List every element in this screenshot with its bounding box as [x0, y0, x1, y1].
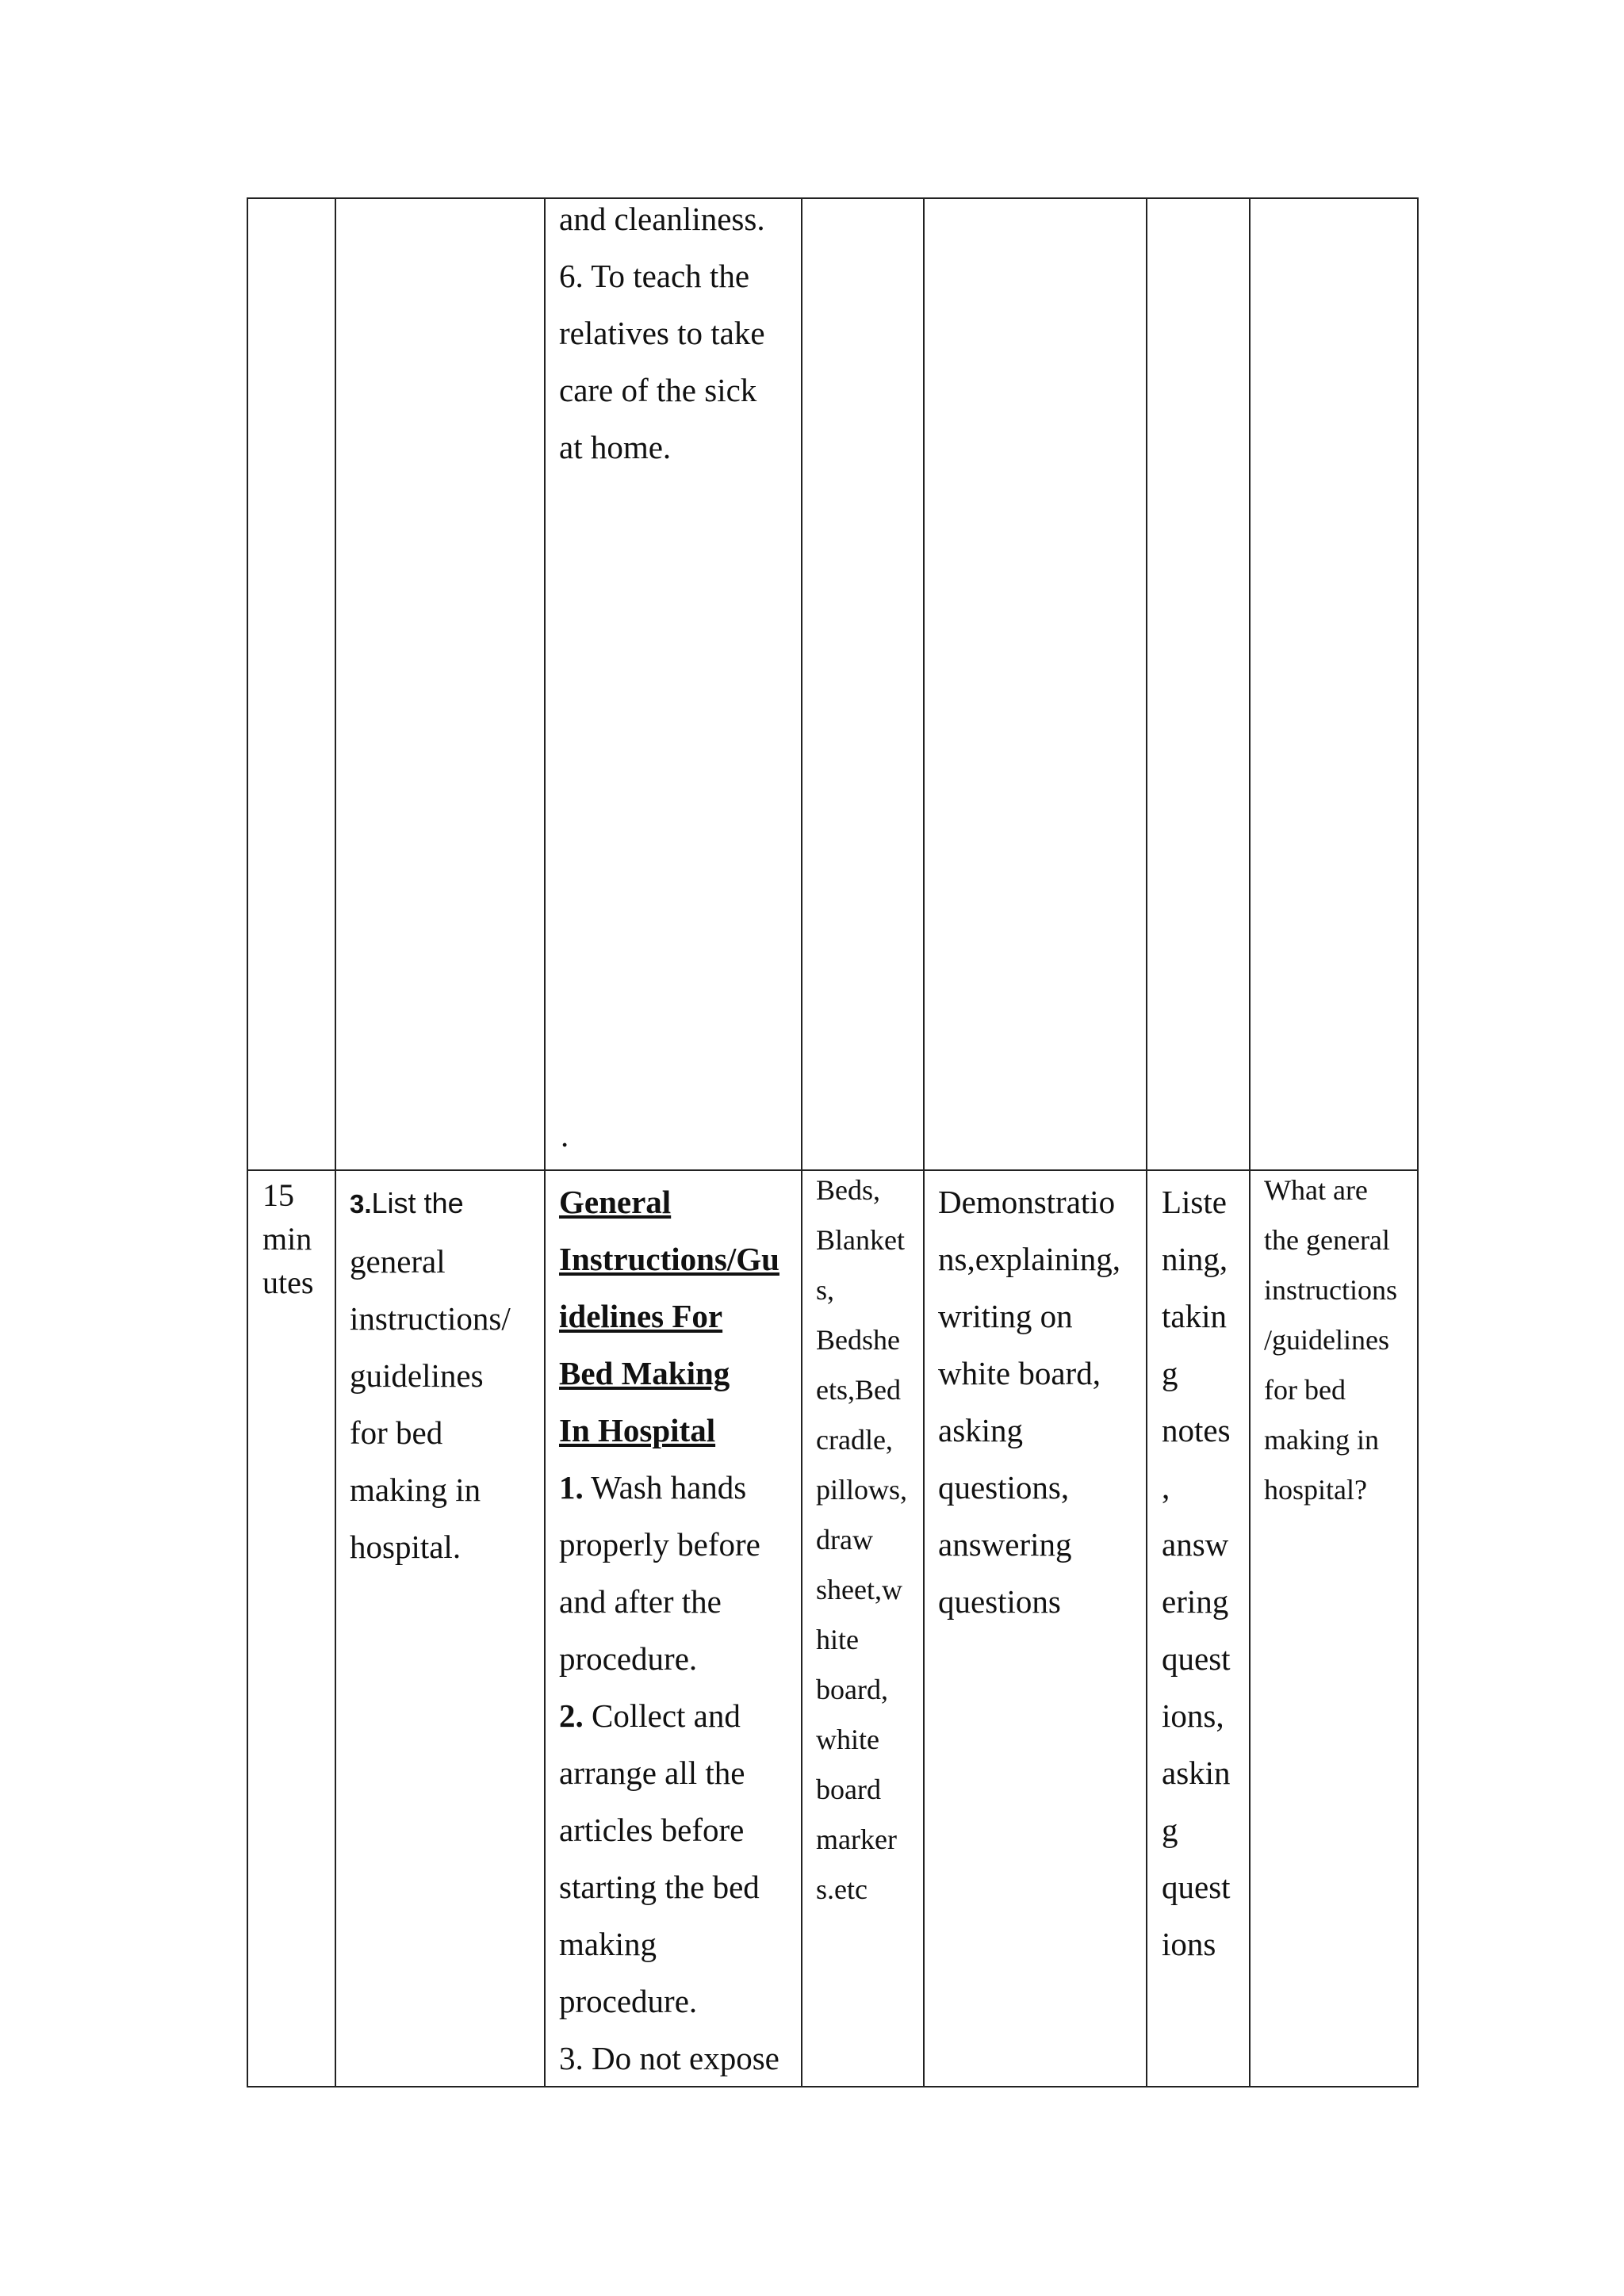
- item-number: 1.: [559, 1469, 584, 1506]
- table-border-top: [247, 197, 1419, 199]
- av-aid-line: board,: [816, 1674, 888, 1705]
- objective-line: making in: [350, 1471, 481, 1508]
- item-number: 2.: [559, 1697, 584, 1734]
- learner-activity-line: answ: [1162, 1526, 1229, 1563]
- content-line: care of the sick: [559, 372, 757, 408]
- content-line: at home.: [559, 429, 672, 465]
- learner-activity-line: ering: [1162, 1583, 1229, 1620]
- evaluation-line: /guidelines: [1264, 1324, 1389, 1356]
- objective-line: for bed: [350, 1414, 443, 1451]
- objective-line: general: [350, 1243, 446, 1280]
- learner-activity-line: quest: [1162, 1640, 1231, 1677]
- content-line: 3. Do not expose: [559, 2040, 779, 2076]
- time-cell: [262, 1173, 313, 1304]
- time-line: min: [262, 1221, 312, 1257]
- column-divider: [335, 197, 336, 2087]
- teacher-activity-line: asking: [938, 1412, 1024, 1448]
- av-aid-line: s.etc: [816, 1873, 868, 1905]
- teacher-activity-line: ns,explaining,: [938, 1241, 1121, 1277]
- objective-line: [350, 1173, 540, 1233]
- av-aid-line: board: [816, 1774, 881, 1805]
- evaluation-line: the general: [1264, 1224, 1390, 1256]
- objective-number: 3.: [350, 1189, 372, 1219]
- column-divider: [801, 197, 802, 2087]
- av-aid-line: ets,Bed: [816, 1374, 901, 1406]
- learner-activity-line: quest: [1162, 1869, 1231, 1905]
- content-line: properly before: [559, 1526, 760, 1563]
- teacher-activity-cell: [938, 1173, 1144, 1630]
- learner-activity-line: notes: [1162, 1412, 1231, 1448]
- av-aid-line: hite: [816, 1624, 859, 1655]
- content-line: starting the bed: [559, 1869, 760, 1905]
- content-item: [559, 1459, 797, 1516]
- av-aid-line: marker: [816, 1823, 897, 1855]
- learner-activity-line: Liste: [1162, 1184, 1227, 1220]
- content-line: arrange all the: [559, 1755, 745, 1791]
- content-line: making: [559, 1926, 657, 1962]
- av-aid-line: pillows,: [816, 1474, 908, 1506]
- teacher-activity-line: Demonstratio: [938, 1184, 1116, 1220]
- column-divider: [247, 197, 248, 2087]
- table-border-bottom: [247, 2086, 1419, 2087]
- content-heading-line: Bed Making: [559, 1355, 730, 1391]
- teacher-activity-line: white board,: [938, 1355, 1101, 1391]
- objective-line: guidelines: [350, 1357, 484, 1394]
- content-line: articles before: [559, 1812, 745, 1848]
- column-divider: [544, 197, 546, 2087]
- objective-line: instructions/: [350, 1300, 511, 1337]
- teacher-activity-line: questions,: [938, 1469, 1070, 1506]
- teacher-activity-line: answering: [938, 1526, 1072, 1563]
- column-divider: [1249, 197, 1251, 2087]
- item-text: Wash hands: [583, 1469, 747, 1506]
- av-aid-line: cradle,: [816, 1424, 893, 1456]
- av-aid-line: Blanket: [816, 1224, 905, 1256]
- learner-activity-line: g: [1162, 1812, 1178, 1848]
- objective-cell: [350, 1173, 540, 1575]
- time-line: utes: [262, 1265, 314, 1300]
- content-heading-line: idelines For: [559, 1298, 723, 1334]
- av-aid-line: Beds,: [816, 1174, 880, 1206]
- content-line: procedure.: [559, 1983, 698, 2019]
- objective-text: List the: [371, 1187, 464, 1219]
- evaluation-line: hospital?: [1264, 1474, 1367, 1506]
- column-divider: [923, 197, 925, 2087]
- av-aid-line: draw: [816, 1524, 873, 1556]
- row1-trailing-dot: .: [561, 1117, 569, 1154]
- content-line: 6. To teach the: [559, 258, 750, 294]
- learner-activity-line: ning,: [1162, 1241, 1228, 1277]
- evaluation-line: making in: [1264, 1424, 1379, 1456]
- objective-line: hospital.: [350, 1529, 462, 1565]
- row1-content-cell: [559, 190, 797, 476]
- av-aid-line: Bedshe: [816, 1324, 900, 1356]
- evaluation-cell: [1264, 1165, 1415, 1515]
- learner-activity-line: ions: [1162, 1926, 1216, 1962]
- column-divider: [1146, 197, 1147, 2087]
- evaluation-line: for bed: [1264, 1374, 1346, 1406]
- av-aids-cell: [816, 1165, 922, 1915]
- content-line: procedure.: [559, 1640, 698, 1677]
- content-heading-line: In Hospital: [559, 1412, 716, 1448]
- learner-activity-line: takin: [1162, 1298, 1227, 1334]
- content-line: relatives to take: [559, 315, 765, 351]
- evaluation-line: What are: [1264, 1174, 1368, 1206]
- learner-activity-line: askin: [1162, 1755, 1231, 1791]
- learner-activity-line: ions,: [1162, 1697, 1224, 1734]
- av-aid-line: sheet,w: [816, 1574, 902, 1605]
- av-aid-line: white: [816, 1724, 879, 1755]
- learner-activity-line: ,: [1162, 1469, 1170, 1506]
- teacher-activity-line: writing on: [938, 1298, 1073, 1334]
- learner-activity-line: g: [1162, 1355, 1178, 1391]
- content-line: and cleanliness.: [559, 201, 765, 237]
- av-aid-line: s,: [816, 1274, 835, 1306]
- content-heading-line: Instructions/Gu: [559, 1241, 779, 1277]
- content-heading-line: General: [559, 1184, 672, 1220]
- learner-activity-cell: [1162, 1173, 1247, 1973]
- teacher-activity-line: questions: [938, 1583, 1061, 1620]
- item-text: Collect and: [583, 1697, 741, 1734]
- content-line: and after the: [559, 1583, 722, 1620]
- content-item: [559, 1687, 797, 1744]
- evaluation-line: instructions: [1264, 1274, 1397, 1306]
- content-cell: [559, 1173, 797, 2087]
- table-border-right: [1417, 197, 1419, 2087]
- time-line: 15: [262, 1177, 294, 1213]
